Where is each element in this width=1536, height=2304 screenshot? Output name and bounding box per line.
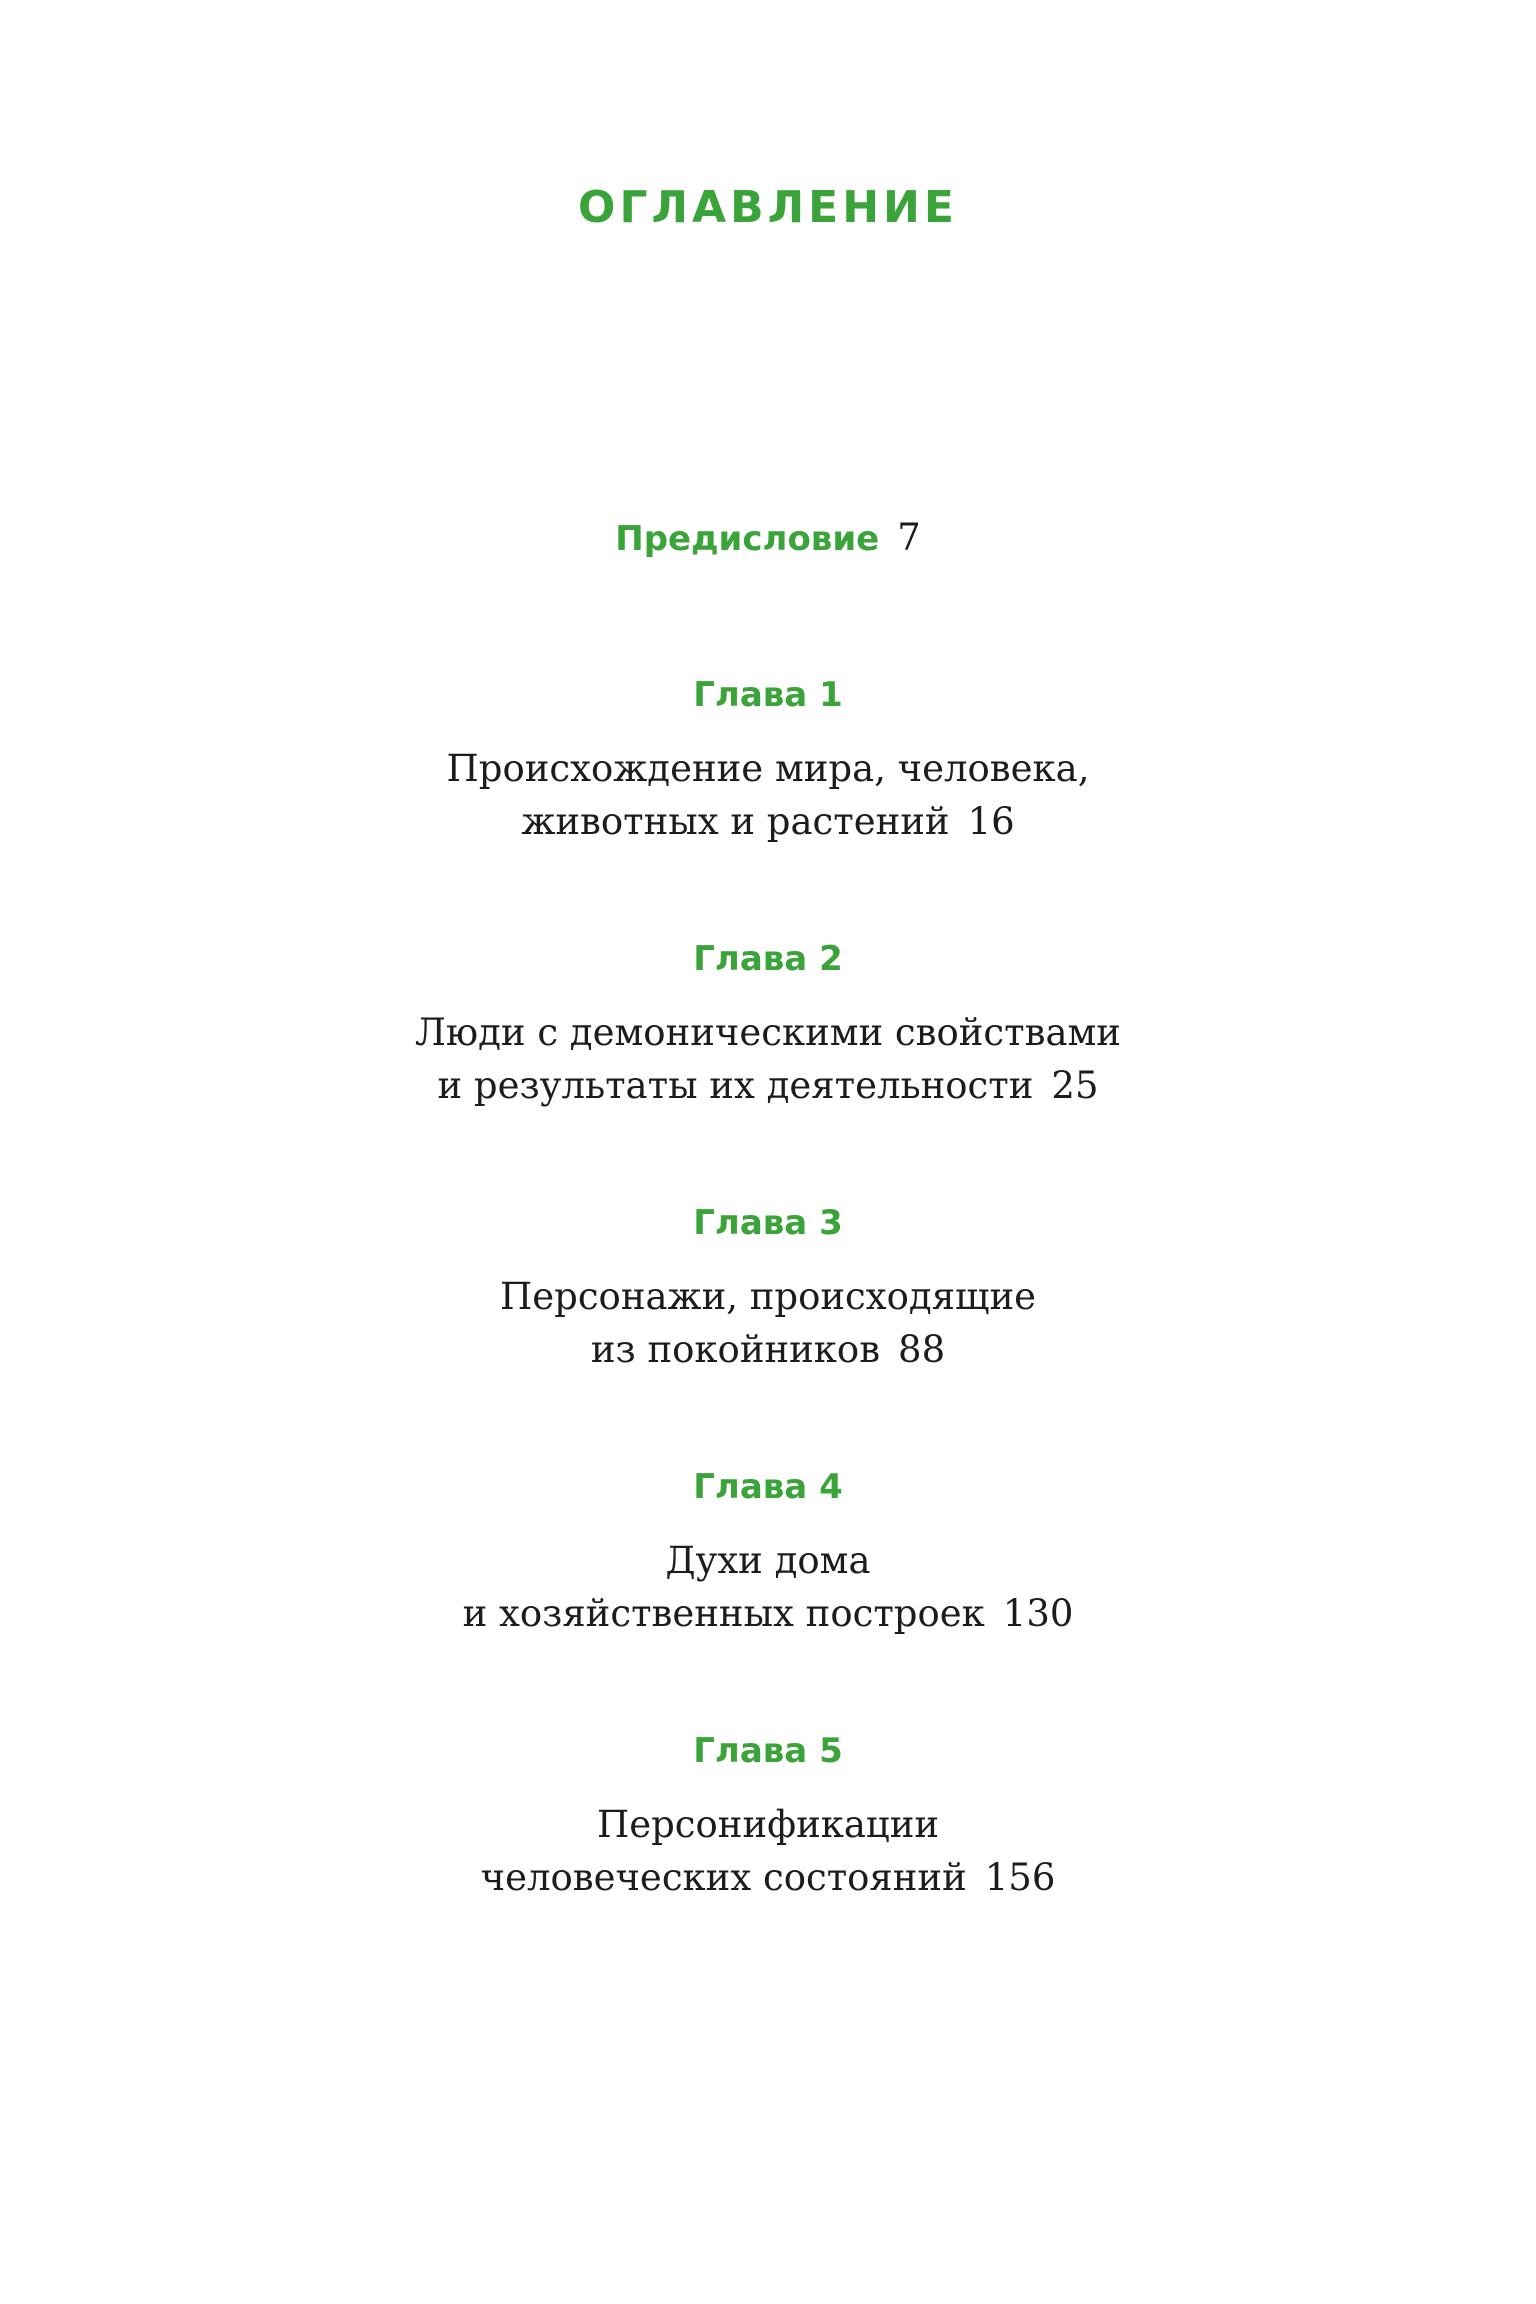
chapter-4-title-line-1: Духи дома <box>665 1539 871 1582</box>
chapter-5-label: Глава 5 <box>693 1731 843 1771</box>
chapter-2-page-number: 25 <box>1051 1064 1099 1107</box>
chapter-2-title-line-2 <box>0 1060 1536 1112</box>
chapter-4-label: Глава 4 <box>693 1467 843 1507</box>
preface-page-number: 7 <box>897 516 921 559</box>
chapter-5-page-number: 156 <box>984 1856 1056 1899</box>
chapter-1-title-text: животных и растений <box>521 800 950 843</box>
chapter-2-title-line-1: Люди с демоническими свойствами <box>415 1011 1121 1054</box>
chapter-3-title-text: из покойников <box>590 1328 881 1371</box>
preface-label: Предисловие <box>615 519 880 559</box>
chapter-5-title-line-2 <box>0 1852 1536 1904</box>
chapter-3-page-number: 88 <box>898 1328 946 1371</box>
chapter-1-page-number: 16 <box>967 800 1015 843</box>
chapter-4-title-text: и хозяйственных построек <box>462 1592 985 1635</box>
chapter-5-title-line-1: Персонификации <box>596 1803 940 1846</box>
chapter-4-title-line-2 <box>0 1588 1536 1640</box>
page-title: ОГЛАВЛЕНИЕ <box>578 182 958 233</box>
toc-entry-preface[interactable] <box>0 516 1536 561</box>
chapter-2-label: Глава 2 <box>693 939 843 979</box>
chapter-1-title-line-1: Происхождение мира, человека, <box>446 747 1090 790</box>
chapter-3-title-line-1: Персонажи, происходящие <box>499 1275 1036 1318</box>
chapter-2-title-text: и результаты их деятельности <box>437 1064 1034 1107</box>
chapter-1-label: Глава 1 <box>693 675 843 715</box>
chapter-3-title-line-2 <box>0 1324 1536 1376</box>
chapter-1-title-line-2 <box>0 796 1536 848</box>
chapter-3-label: Глава 3 <box>693 1203 843 1243</box>
chapter-5-title-text: человеческих состояний <box>480 1856 967 1899</box>
chapter-4-page-number: 130 <box>1002 1592 1074 1635</box>
